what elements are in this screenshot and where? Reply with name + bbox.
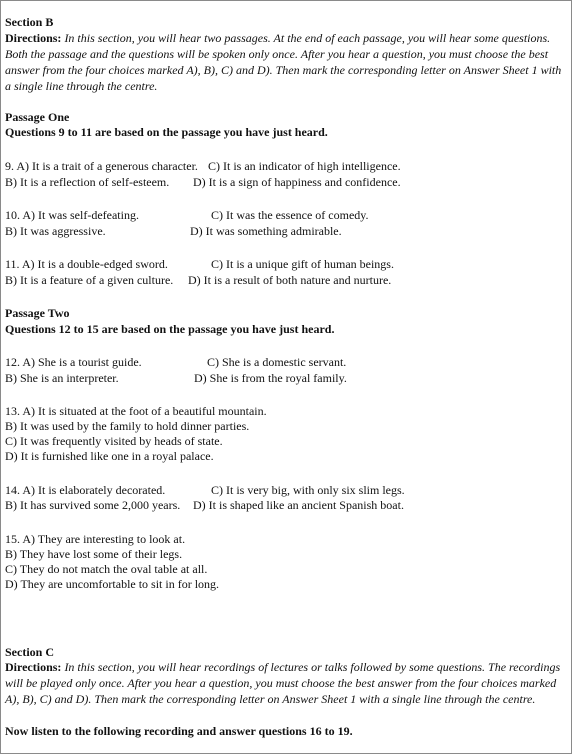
q10-option-d: D) It was something admirable. (190, 224, 342, 238)
section-b-heading: Section B (5, 15, 54, 29)
section-b-directions-label: Directions: (5, 31, 62, 45)
q9-option-a: 9. A) It is a trait of a generous character. (5, 159, 198, 173)
q14-option-c: C) It is very big, with only six slim legs. (211, 483, 405, 497)
q11-option-c: C) It is a unique gift of human beings. (211, 257, 394, 271)
q12-option-b: B) She is an interpreter. (5, 371, 119, 385)
q9-option-b: B) It is a reflection of self-esteem. (5, 175, 170, 189)
q9-option-d: D) It is a sign of happiness and confidence. (193, 175, 401, 189)
q12-option-d: D) She is from the royal family. (194, 371, 347, 385)
q11-option-b: B) It is a feature of a given culture. (5, 273, 174, 287)
q15-option-c: C) They do not match the oval table at all. (5, 562, 208, 576)
section-b-directions-text: In this section, you will hear two passages. At the end of each passage, you will hear some questions. Both the passage and the questions will be spoken only once. After you hear a question, you must choose the best answer from the four choices marked A), B), C) and D). Then mark the corresponding letter on Answer Sheet 1 with a single line through the centre. (5, 31, 562, 93)
q11-option-d: D) It is a result of both nature and nurture. (188, 273, 392, 287)
passage-one-heading: Passage One (5, 110, 70, 124)
q11-option-a: 11. A) It is a double-edged sword. (5, 257, 168, 271)
q13-option-a: 13. A) It is situated at the foot of a beautiful mountain. (5, 404, 267, 418)
q14-option-d: D) It is shaped like an ancient Spanish boat. (193, 498, 404, 512)
q15-option-d: D) They are uncomfortable to sit in for long. (5, 577, 220, 591)
section-c-directions (5, 659, 565, 707)
passage-two-heading: Passage Two (5, 306, 70, 320)
q13-option-b: B) It was used by the family to hold dinner parties. (5, 419, 250, 433)
q15-option-a: 15. A) They are interesting to look at. (5, 532, 186, 546)
q14-option-a: 14. A) It is elaborately decorated. (5, 483, 166, 497)
q9-option-c: C) It is an indicator of high intelligence. (208, 159, 401, 173)
q10-option-a: 10. A) It was self-defeating. (5, 208, 139, 222)
q15-option-b: B) They have lost some of their legs. (5, 547, 183, 561)
q12-option-a: 12. A) She is a tourist guide. (5, 355, 142, 369)
passage-one-instruction: Questions 9 to 11 are based on the passage you have just heard. (5, 125, 328, 139)
section-b-directions (5, 30, 565, 94)
q13-option-c: C) It was frequently visited by heads of state. (5, 434, 223, 448)
q14-option-b: B) It has survived some 2,000 years. (5, 498, 181, 512)
section-c-directions-text: In this section, you will hear recordings of lectures or talks followed by some questions. The recordings will be played only once. After you hear a question, you must choose the best answer from the four choices marked A), B), C) and D). Then mark the corresponding letter on Answer Sheet 1 with a single line through the centre. (5, 660, 561, 706)
passage-two-instruction: Questions 12 to 15 are based on the passage you have just heard. (5, 322, 335, 336)
q10-option-c: C) It was the essence of comedy. (211, 208, 369, 222)
section-c-instruction: Now listen to the following recording and answer questions 16 to 19. (5, 724, 353, 738)
section-c-heading: Section C (5, 645, 54, 659)
q12-option-c: C) She is a domestic servant. (207, 355, 347, 369)
q13-option-d: D) It is furnished like one in a royal palace. (5, 449, 214, 463)
section-c-directions-label: Directions: (5, 660, 62, 674)
q10-option-b: B) It was aggressive. (5, 224, 106, 238)
